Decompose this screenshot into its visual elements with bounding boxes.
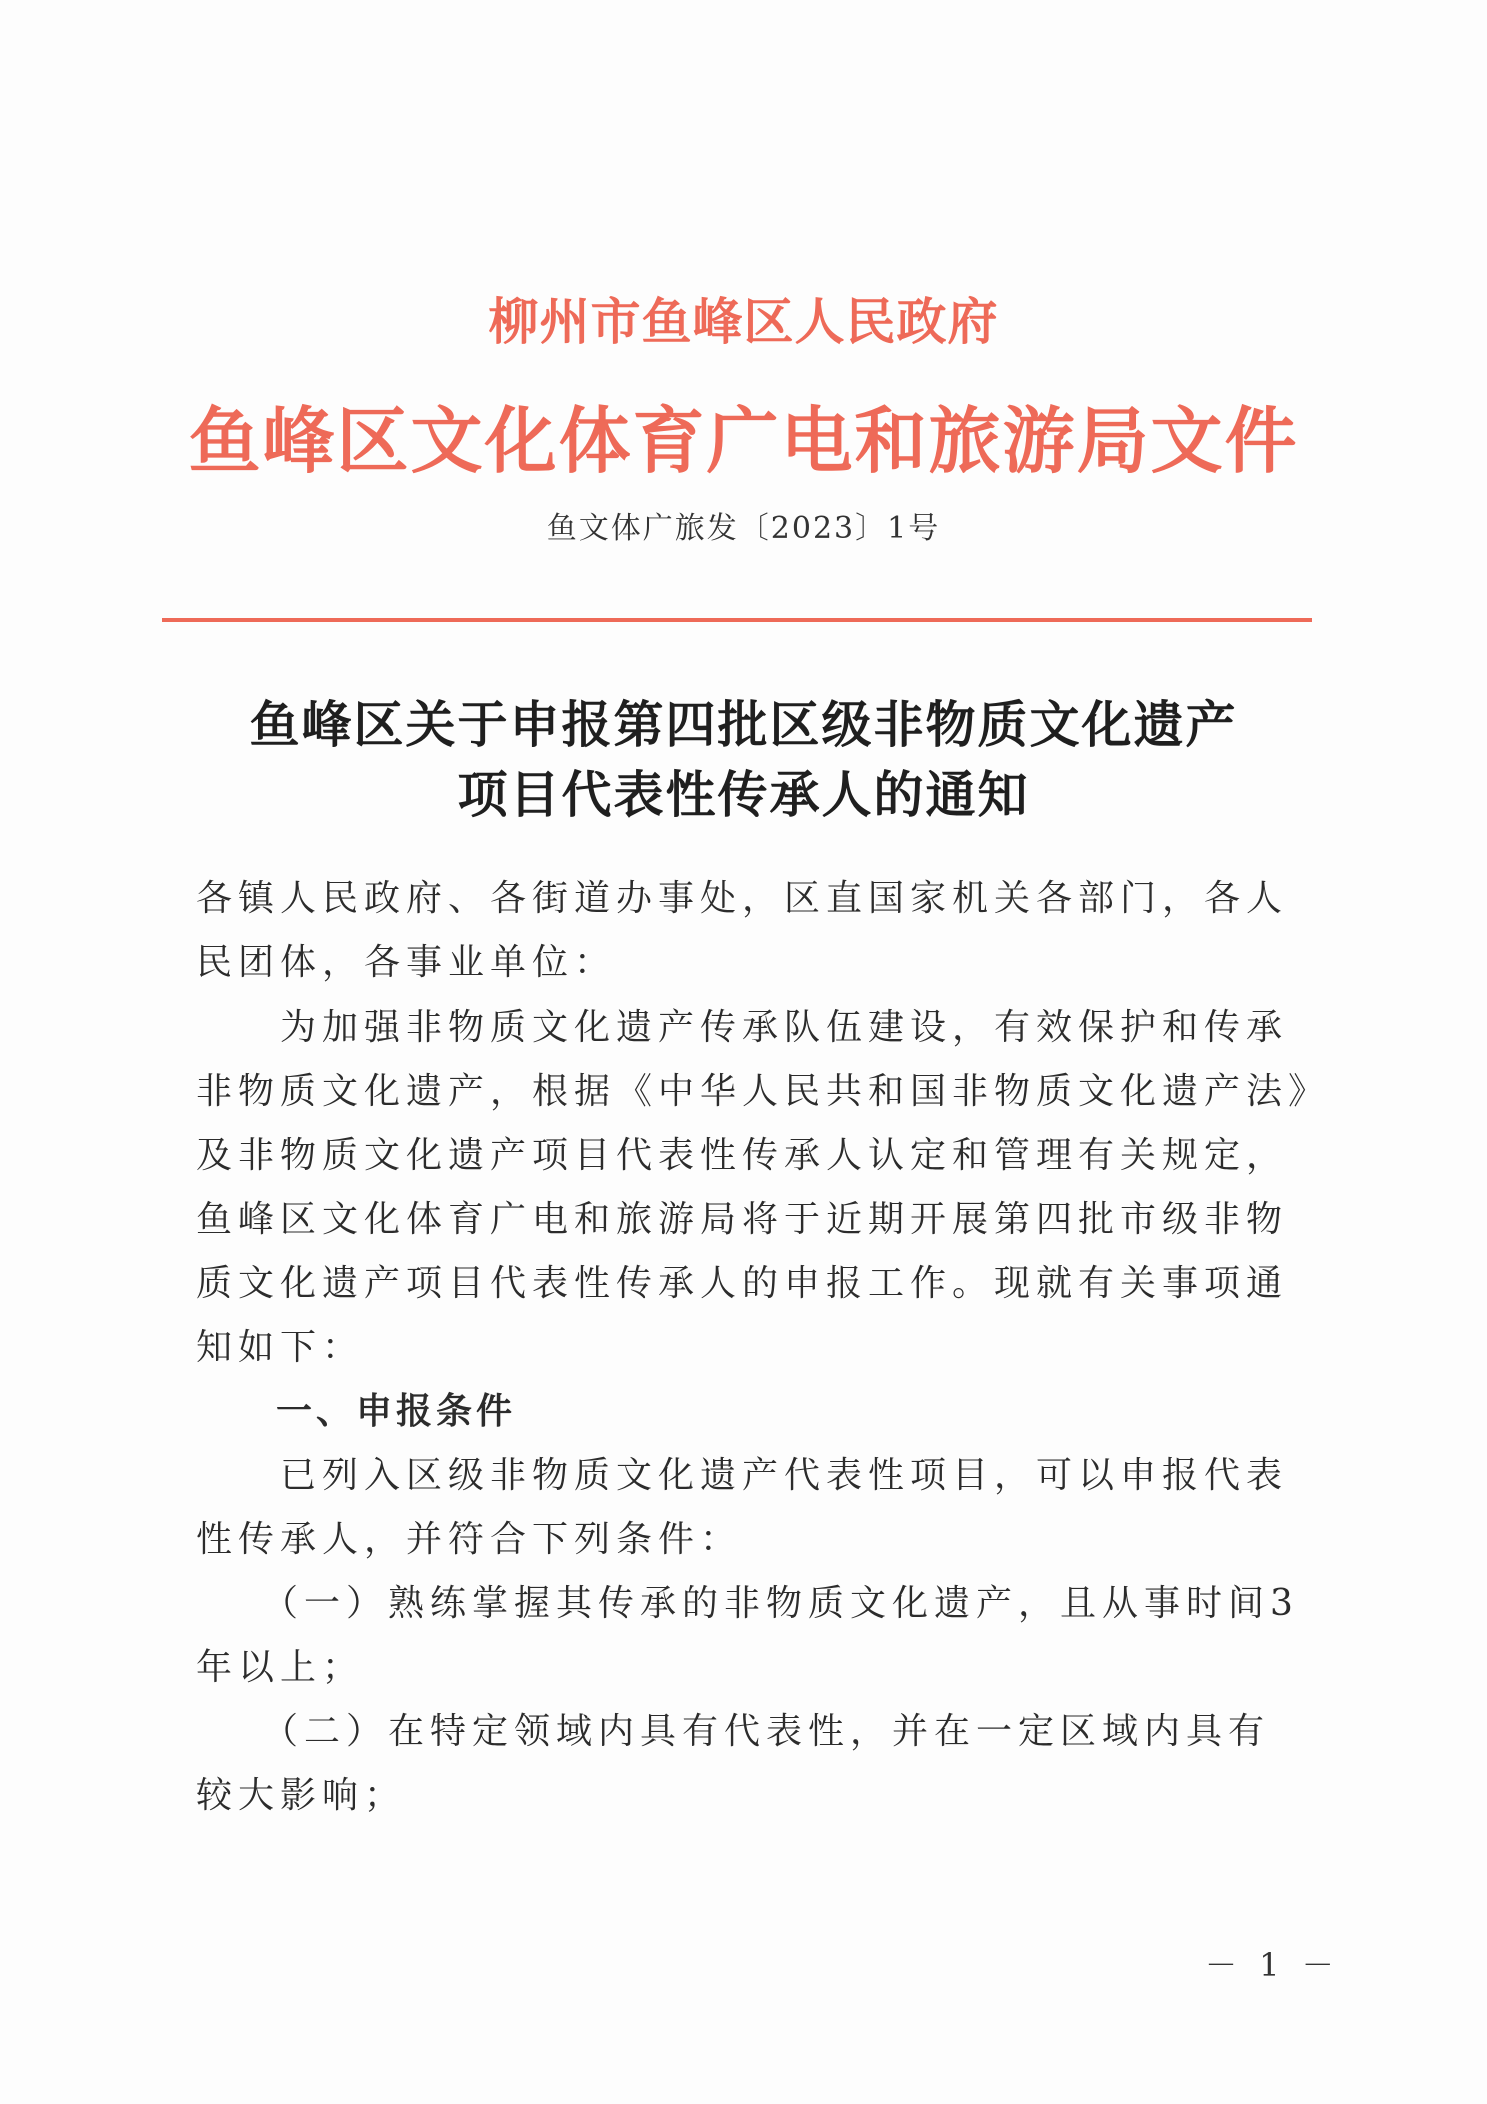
body-line: 为加强非物质文化遗产传承队伍建设，有效保护和传承 — [196, 1007, 1289, 1048]
issuer-line-1: 柳州市鱼峰区人民政府 — [488, 292, 999, 351]
document-number: 鱼文体广旅发〔2023〕1号 — [546, 511, 941, 546]
body-line: 及非物质文化遗产项目代表性传承人认定和管理有关规定， — [196, 1135, 1289, 1176]
body-line: 鱼峰区文化体育广电和旅游局将于近期开展第四批市级非物 — [196, 1199, 1289, 1240]
issuer-line-2: 鱼峰区文化体育广电和旅游局文件 — [188, 398, 1299, 483]
body-line: 民团体，各事业单位： — [196, 942, 617, 983]
body-line: （二）在特定领域内具有代表性，并在一定区域内具有 — [196, 1711, 1271, 1752]
body-line: 各镇人民政府、各街道办事处，区直国家机关各部门，各人 — [196, 878, 1289, 919]
body-line: 性传承人，并符合下列条件： — [196, 1519, 743, 1560]
body-line: （一）熟练掌握其传承的非物质文化遗产，且从事时间3 — [196, 1583, 1299, 1624]
body-line: 非物质文化遗产，根据《中华人民共和国非物质文化遗产法》 — [196, 1071, 1331, 1112]
body-line: 较大影响； — [196, 1775, 407, 1816]
body-line: 年以上； — [196, 1647, 365, 1688]
page-number: － 1 － — [1205, 1946, 1340, 1984]
notice-title-line-1: 鱼峰区关于申报第四批区级非物质文化遗产 — [249, 695, 1238, 754]
body-line: 已列入区级非物质文化遗产代表性项目，可以申报代表 — [196, 1455, 1289, 1496]
body-line: 知如下： — [196, 1327, 365, 1368]
red-separator-rule — [162, 618, 1312, 622]
body-line: 质文化遗产项目代表性传承人的申报工作。现就有关事项通 — [196, 1263, 1289, 1304]
notice-title-line-2: 项目代表性传承人的通知 — [457, 765, 1030, 824]
section-heading: 一、申报条件 — [196, 1391, 517, 1432]
